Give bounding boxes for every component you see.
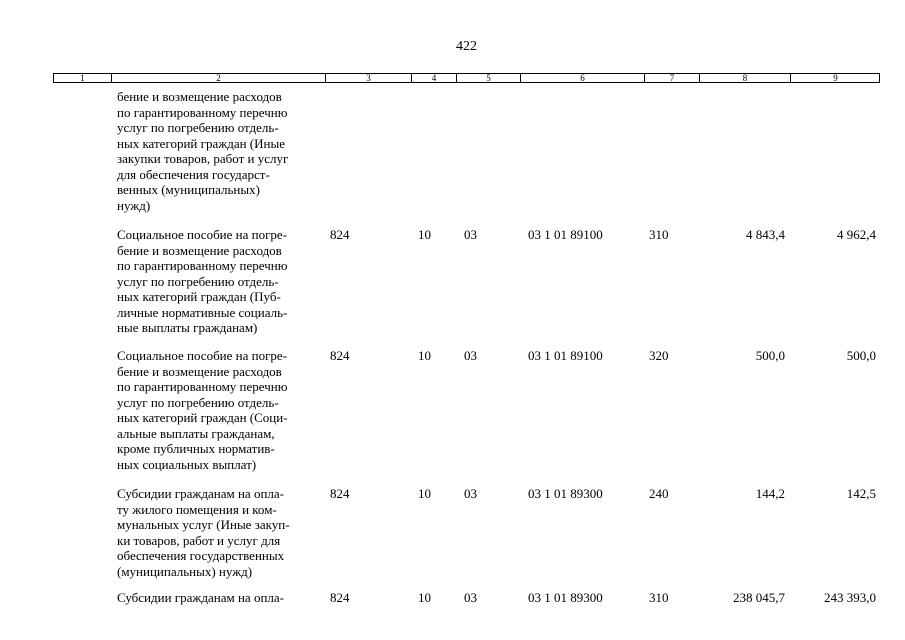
cell-section: 10 <box>418 590 431 605</box>
description-line: бение и возмещение расходов <box>117 89 282 104</box>
description-line: Субсидии гражданам на опла- <box>117 590 284 605</box>
cell-expense-type: 310 <box>649 590 669 605</box>
row-description <box>117 348 327 472</box>
cell-section: 10 <box>418 486 431 501</box>
header-col-1: 1 <box>80 73 85 83</box>
cell-subsection: 03 <box>464 227 477 242</box>
cell-subsection: 03 <box>464 486 477 501</box>
cell-target-article: 03 1 01 89100 <box>528 227 603 242</box>
description-line: бение и возмещение расходов <box>117 363 282 379</box>
cell-target-article: 03 1 01 89300 <box>528 486 603 501</box>
description-line: ных категорий граждан (Иные <box>117 135 285 151</box>
header-col-7: 7 <box>644 74 699 82</box>
description-line: Субсидии гражданам на оплa- <box>117 486 284 501</box>
description-line: услуг по погребению отдель- <box>117 273 279 289</box>
description-line: альные выплаты гражданам, <box>117 425 275 441</box>
description-line: ных категорий граждан (Соци- <box>117 410 288 425</box>
cell-ministry-code: 824 <box>330 486 350 501</box>
header-col-3: 3 <box>325 74 411 82</box>
description-line: ные выплаты гражданам) <box>117 320 258 335</box>
description-line: ных категорий граждан (Пуб- <box>117 289 281 304</box>
header-col-2: 2 <box>111 74 325 82</box>
description-line: по гарантированному перечню <box>117 258 288 273</box>
description-line: ту жилого помещения и ком- <box>117 501 277 517</box>
description-line: (муниципальных) нужд) <box>117 563 253 579</box>
description-line: нужд) <box>117 197 151 213</box>
description-line: венных (муниципальных) <box>117 182 260 197</box>
row-description <box>117 590 327 606</box>
cell-ministry-code: 824 <box>330 590 350 605</box>
cell-amount-year-2: 243 393,0 <box>824 590 876 605</box>
row-description <box>117 89 327 213</box>
description-line: Социальное пособие на погре- <box>117 348 288 363</box>
cell-amount-year-2: 142,5 <box>846 486 876 501</box>
description-line: ки товаров, работ и услуг для <box>117 532 281 548</box>
cell-amount-year-1: 500,0 <box>755 348 785 363</box>
header-col-5: 5 <box>456 74 520 82</box>
description-line: обеспечения государственных <box>117 548 285 563</box>
description-line: ных социальных выплат) <box>117 456 257 472</box>
cell-amount-year-2: 500,0 <box>846 348 876 363</box>
table-header-row <box>53 73 880 83</box>
description-line: личные нормативные социаль- <box>117 304 288 320</box>
description-line: закупки товаров, работ и услуг <box>117 151 289 166</box>
header-col-8: 8 <box>699 74 790 82</box>
description-line: по гарантированному перечню <box>117 104 288 120</box>
cell-amount-year-1: 4 843,4 <box>746 227 785 242</box>
header-col-9: 9 <box>790 74 880 82</box>
cell-subsection: 03 <box>464 590 477 605</box>
cell-amount-year-1: 238 045,7 <box>733 590 785 605</box>
cell-section: 10 <box>418 348 431 363</box>
cell-ministry-code: 824 <box>330 348 350 363</box>
row-description <box>117 486 327 579</box>
cell-target-article: 03 1 01 89300 <box>528 590 603 605</box>
header-col-4: 4 <box>411 74 456 82</box>
cell-ministry-code: 824 <box>330 227 350 242</box>
cell-target-article: 03 1 01 89100 <box>528 348 603 363</box>
cell-expense-type: 240 <box>649 486 669 501</box>
cell-amount-year-1: 144,2 <box>755 486 785 501</box>
description-line: для обеспечения государст- <box>117 166 270 182</box>
page-number: 422 <box>456 39 477 54</box>
description-line: Социальное пособие на погре- <box>117 227 288 242</box>
cell-subsection: 03 <box>464 348 477 363</box>
cell-expense-type: 310 <box>649 227 669 242</box>
header-col-6: 6 <box>520 74 644 82</box>
cell-expense-type: 320 <box>649 348 669 363</box>
description-line: мунальных услуг (Иные закуп- <box>117 517 290 532</box>
description-line: по гарантированному перечню <box>117 379 288 394</box>
cell-section: 10 <box>418 227 431 242</box>
description-line: бение и возмещение расходов <box>117 242 282 258</box>
cell-amount-year-2: 4 962,4 <box>837 227 876 242</box>
description-line: услуг по погребению отдель- <box>117 394 279 410</box>
description-line: кроме публичных норматив- <box>117 441 275 456</box>
description-line: услуг по погребению отдель- <box>117 120 279 135</box>
row-description <box>117 227 327 336</box>
